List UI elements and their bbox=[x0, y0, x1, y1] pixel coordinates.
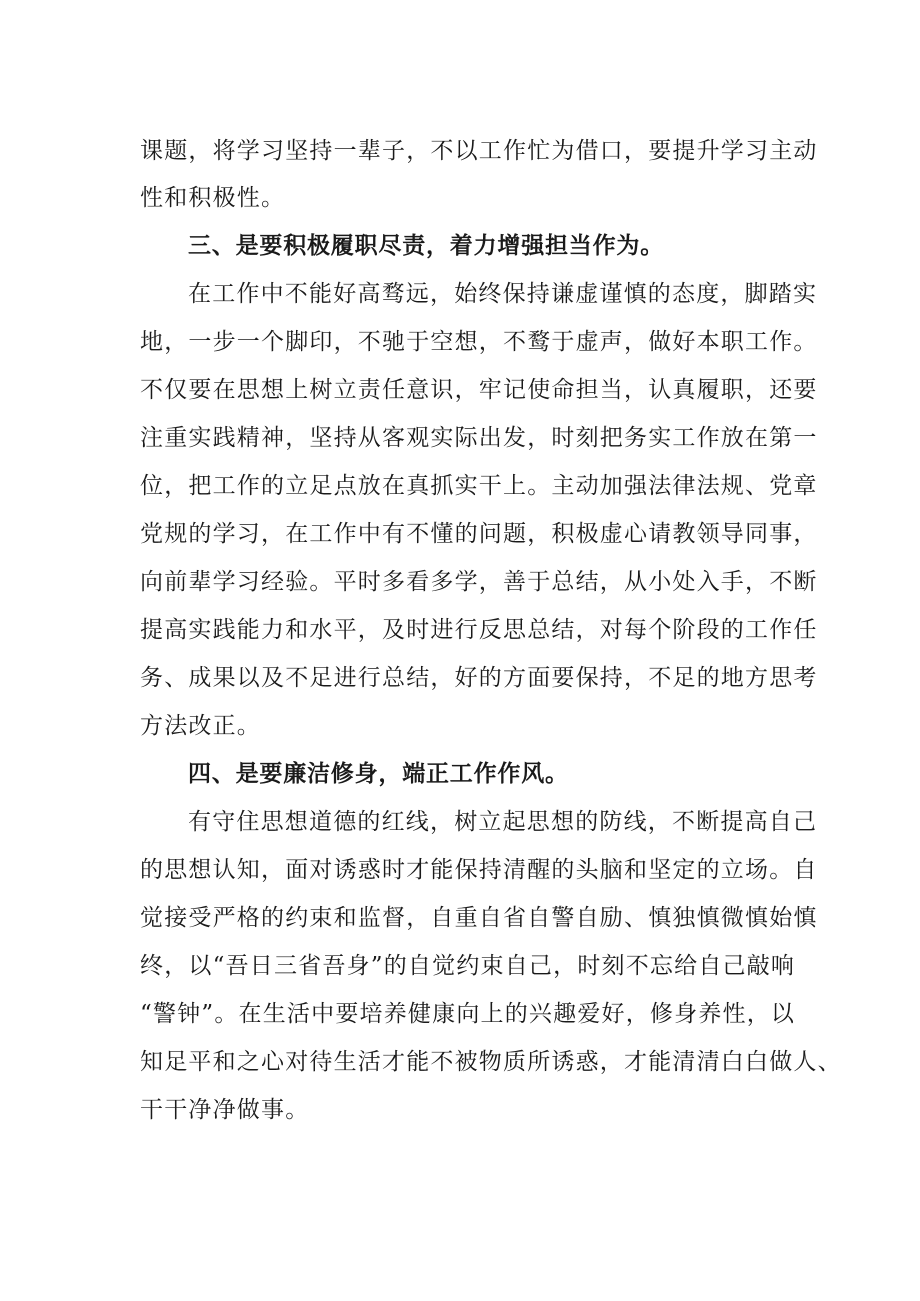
body-line: 提高实践能力和水平，及时进行反思总结，对每个阶段的工作任 bbox=[140, 617, 818, 643]
body-line: 地，一步一个脚印，不驰于空想，不鹜于虚声，做好本职工作。 bbox=[140, 329, 818, 355]
body-line: 在工作中不能好高骛远，始终保持谦虚谨慎的态度，脚踏实 bbox=[188, 281, 818, 307]
body-line: 务、成果以及不足进行总结，好的方面要保持，不足的地方思考 bbox=[140, 665, 818, 691]
body-line: 有守住思想道德的红线，树立起思想的防线，不断提高自己 bbox=[188, 809, 818, 835]
section-heading: 四、是要廉洁修身，端正工作作风。 bbox=[188, 760, 569, 787]
body-line: 注重实践精神，坚持从客观实际出发，时刻把务实工作放在第一 bbox=[140, 425, 818, 451]
body-line: 的思想认知，面对诱惑时才能保持清醒的头脑和坚定的立场。自 bbox=[140, 857, 818, 883]
body-line: 终，以“吾日三省吾身”的自觉约束自己，时刻不忘给自己敲响 bbox=[140, 953, 796, 979]
body-line: 知足平和之心对待生活才能不被物质所诱惑，才能清清白白做人、 bbox=[140, 1049, 842, 1075]
body-line: 位，把工作的立足点放在真抓实干上。主动加强法律法规、党章 bbox=[140, 473, 818, 499]
body-line: 向前辈学习经验。平时多看多学，善于总结，从小处入手，不断 bbox=[140, 569, 818, 595]
body-line: “警钟”。在生活中要培养健康向上的兴趣爱好，修身养性，以 bbox=[140, 1001, 796, 1027]
body-line: 党规的学习，在工作中有不懂的问题，积极虚心请教领导同事， bbox=[140, 521, 818, 547]
body-line: 课题，将学习坚持一辈子，不以工作忙为借口，要提升学习主动 bbox=[140, 138, 818, 164]
body-line: 性和积极性。 bbox=[140, 185, 286, 211]
body-line: 觉接受严格的约束和监督，自重自省自警自励、慎独慎微慎始慎 bbox=[140, 905, 818, 931]
section-heading: 三、是要积极履职尽责，着力增强担当作为。 bbox=[188, 232, 664, 259]
body-line: 干干净净做事。 bbox=[140, 1097, 310, 1123]
body-line: 不仅要在思想上树立责任意识，牢记使命担当，认真履职，还要 bbox=[140, 377, 818, 403]
body-line: 方法改正。 bbox=[140, 713, 261, 739]
